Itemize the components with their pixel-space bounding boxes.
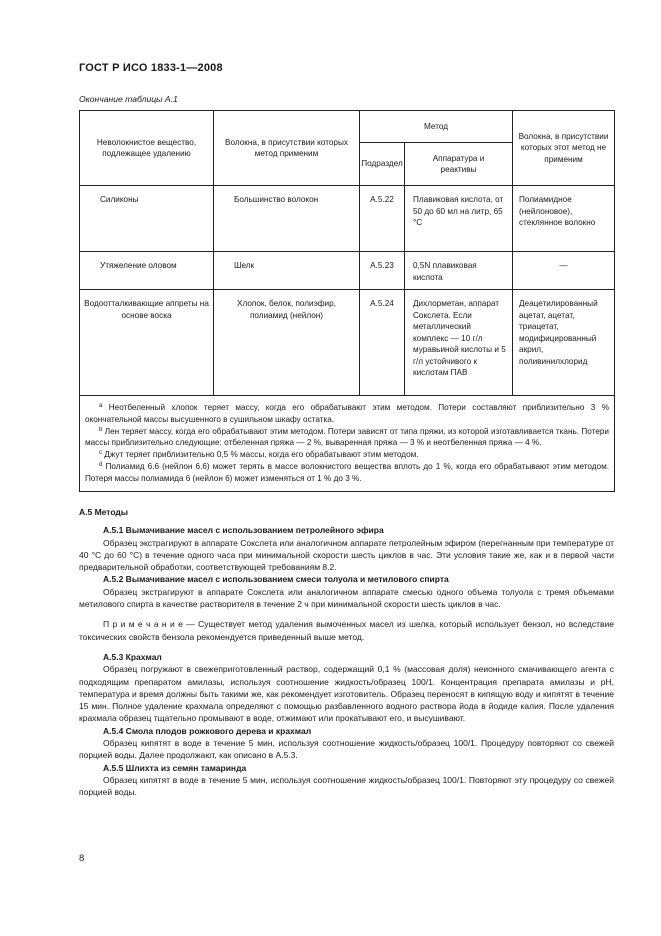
table-a1 (79, 110, 615, 492)
cell-not-applicable: Полиамидное (нейлоновое), стеклянное волокно (519, 195, 596, 227)
page-number: 8 (79, 853, 85, 864)
table-row (80, 290, 615, 396)
cell-apparatus: Плавиковая кислота, от 50 до 60 мл на литр, 65 °С (413, 195, 504, 227)
footnote-c: $^c$ Джут теряет приблизительно 0,5 % массы, когда его обрабатывают этим методом. (99, 450, 419, 460)
section-a52-text: Образец экстрагируют в аппарате Сокслета или аналогичном аппарате смесью одного объема толуола с тремя объемами метилового спирта в качестве растворителя в течение 2 ч при минимальной скорости шесть циклов в час. (79, 586, 614, 610)
cell-apparatus: 0,5N плавиковая кислота (413, 261, 477, 282)
table-row (80, 252, 615, 290)
table-row (80, 186, 615, 252)
section-a55-text: Образец кипятят в воде в течение 5 мин, используя соотношение жидкость/образец 100/1. Повторяют эту процедуру со свежей порцией воды. (79, 774, 614, 798)
header-substance: Неволокнистое вещество, подлежащее удалению (80, 111, 214, 186)
section-a55-title: А.5.5 Шлихта из семян тамаринда (103, 762, 247, 773)
header-subsection: Подраздел (360, 143, 405, 186)
cell-substance: Водоотталкивающие аппреты на основе воска (84, 299, 209, 320)
cell-fibers: Большинство волокон (234, 195, 319, 204)
cell-subsection: А.5.23 (370, 261, 394, 270)
methods-section (79, 506, 614, 799)
cell-not-applicable: — (559, 261, 568, 270)
footnote-a: $^a$ Неотбеленный хлопок теряет массу, когда его обрабатывают этим методом. Потери составляют приблизительно 3 % окончательной массы высушенного в сушильном шкафу остатка. (85, 403, 609, 424)
section-a53-title: А.5.3 Крахмал (103, 651, 162, 662)
header-apparatus: Аппаратура и реактивы (405, 143, 513, 186)
section-a53-text: Образец погружают в свежеприготовленный раствор, содержащий 0,1 % (массовая доля) неионного смачивающего агента с подходящим препаратом амилазы, используя соотношение жидкость/образец 100/1. Концентрация препарата амилазы и рН, температура и время должны быть такими же, как рекомендует изготовитель. Образец переносят в кипящую воду и кипятят в течение 15 мин. Полное удаление крахмала определяют с помощью разбавленного водного раствора йода в йодиде калия. После удаления крахмала образец тщательно промывают в воде, отжимают или прокатывают его, и высушивают. (79, 664, 614, 724)
header-fibers: Волокна, в присутствии которых метод применим (214, 111, 360, 186)
cell-apparatus: Дихлорметан, аппарат Сокслета. Если металлический комплекс — 10 г/л муравьиной кислоты и 5 г/л устойчивого к кислотам ПАВ (413, 299, 506, 377)
header-not-applicable: Волокна, в присутствии которых этот метод не применим (513, 111, 615, 186)
section-a51-text: Образец экстрагируют в аппарате Сокслета или аналогичном аппарате петролейным эфиром (перегнанным при температуре от 40 °С до 60 °С) в течение одного часа при минимальной скорости шесть циклов в час. Эти условия такие же, как и в первой части предварительной обработки, соответствующей требованиям 8.2. (79, 537, 614, 573)
cell-subsection: А.5.22 (370, 195, 394, 204)
section-a5-title: А.5 Методы (79, 507, 129, 517)
cell-subsection: А.5.24 (370, 299, 394, 308)
section-a52-title: А.5.2 Вымачивание масел с использованием смеси толуола и метилового спирта (103, 574, 449, 585)
table-footnotes (80, 396, 615, 492)
cell-substance: Утяжеление оловом (100, 261, 177, 270)
footnote-b: $^b$ Лен теряет массу, когда его обрабатывают этим методом. Потери зависят от типа пряжи, из которой изготавливается ткань. Потери массы приблизительно следующие: отбеленная пряжа — 2 %, вываренная пряжа — 3 % и неотбеленная пряжа — 4 %. (85, 426, 610, 448)
cell-not-applicable: Деацетилированный ацетат, ацетат, триацетат, модифицированный акрил, поливинилхлорид (519, 299, 598, 366)
cell-fibers: Шелк (234, 261, 255, 270)
section-a51-title: А.5.1 Вымачивание масел с использованием петролейного эфира (103, 525, 384, 536)
table-caption: Окончание таблицы А.1 (79, 94, 178, 104)
section-a54-text: Образец кипятят в воде в течение 5 мин, используя соотношение жидкость/образец 100/1. Процедуру повторяют со свежей порцией воды. Далее продолжают, как описано в А.5.3. (79, 738, 614, 761)
section-a54-title: А.5.4 Смола плодов рожкового дерева и крахмал (103, 725, 312, 736)
note: П р и м е ч а н и е — Существует метод удаления вымоченных масел из шелка, который использует бензол, но вследствие токсических свойств бензола рекомендуется приведенный выше метод. (79, 619, 614, 642)
cell-fibers: Хлопок, белок, полиэфир, полиамид (нейлон) (237, 299, 336, 320)
document-header: ГОСТ Р ИСО 1833-1—2008 (79, 62, 223, 74)
cell-substance: Силиконы (100, 195, 139, 204)
header-method: Метод (360, 111, 513, 143)
footnote-d: $^d$ Полиамид 6.6 (нейлон 6.6) может терять в массе волокнистого вещества вплоть до 1 %, когда его обрабатывают этим методом. Потеря массы полиамида 6 (нейлон 6) может изменяться от 1 % до 3 %. (85, 461, 610, 483)
